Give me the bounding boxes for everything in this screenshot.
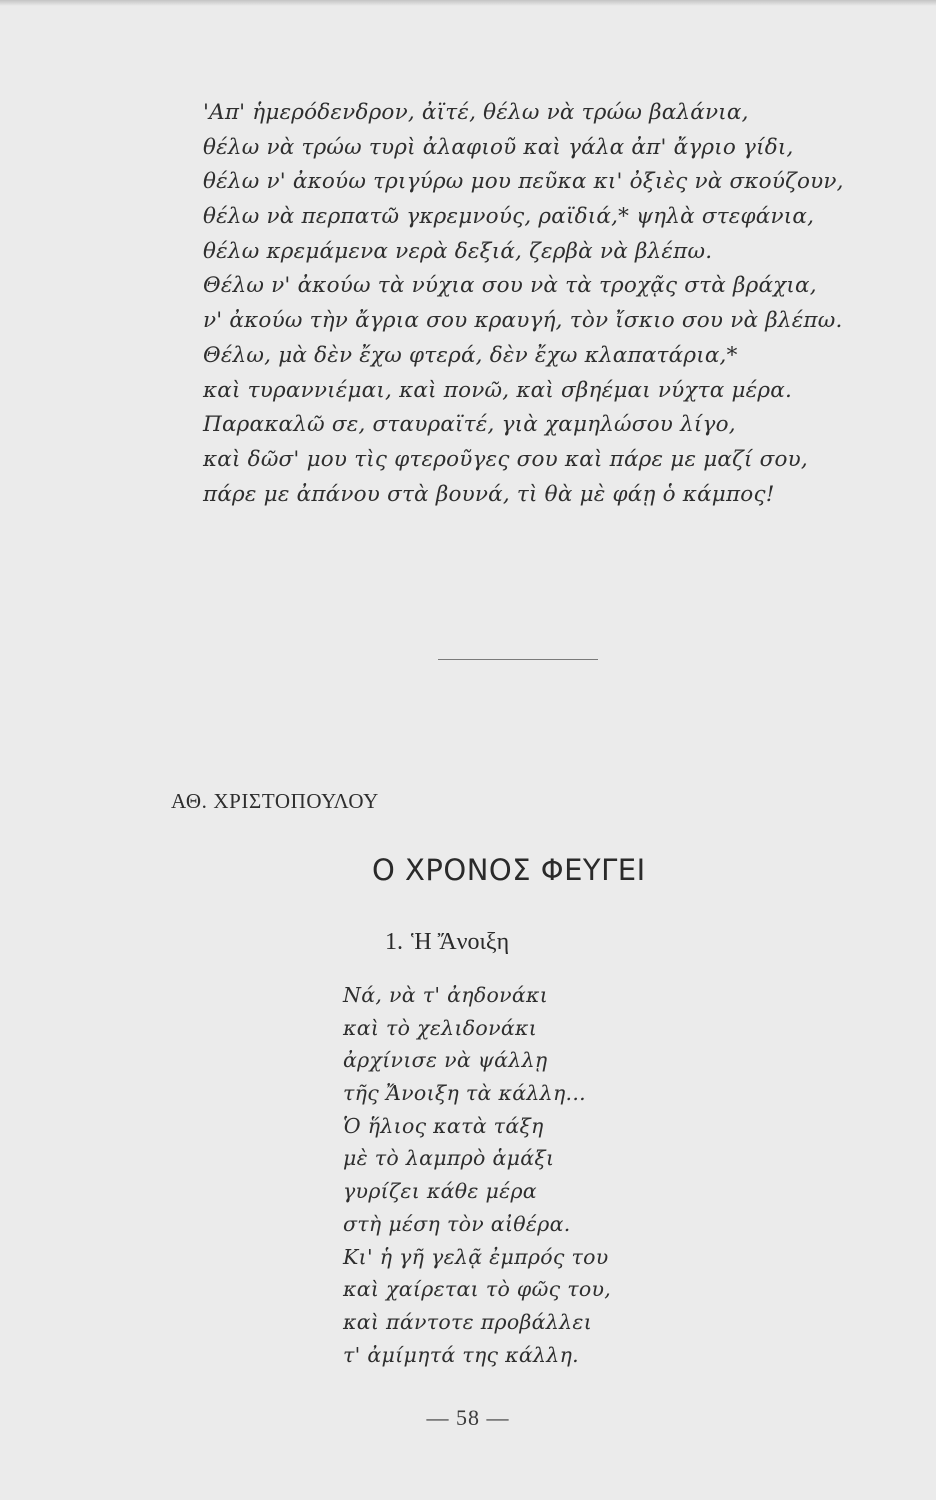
poem-one-line: θέλω νὰ περπατῶ γκρεμνούς, ραϊδιά,* ψηλὰ στεφάνια, bbox=[203, 204, 815, 230]
page-number: — 58 — bbox=[426, 1405, 510, 1430]
poem-one bbox=[203, 96, 903, 512]
poem-title: Ο ΧΡΟΝΟΣ ΦΕΥΓΕΙ bbox=[372, 853, 646, 887]
author-name: ΑΘ. ΧΡΙΣΤΟΠΟΥΛΟΥ bbox=[171, 789, 379, 813]
poem-one-line: θέλω ν' ἀκούω τριγύρω μου πεῦκα κι' ὀξιὲς νὰ σκούζουν, bbox=[203, 169, 844, 195]
poem-two-line: στὴ μέση τὸν αἰθέρα. bbox=[343, 1211, 571, 1236]
section-title: Ἡ Ἄνοιξη bbox=[411, 929, 510, 955]
section-number: 1. bbox=[385, 929, 403, 955]
section-heading bbox=[385, 929, 509, 956]
poem-one-line: ν' ἀκούω τὴν ἄγρια σου κραυγή, τὸν ἴσκιο σου νὰ βλέπω. bbox=[203, 308, 843, 334]
poem-two-line: τῆς Ἄνοιξη τὰ κάλλη... bbox=[343, 1081, 587, 1106]
poem-one-line: Θέλω, μὰ δὲν ἔχω φτερά, δὲν ἔχω κλαπατάρια,* bbox=[203, 342, 738, 368]
section-divider bbox=[438, 659, 598, 660]
poem-two-line: Νά, νὰ τ' ἀηδονάκι bbox=[343, 983, 549, 1007]
poem-one-line: θέλω νὰ τρώω τυρὶ ἀλαφιοῦ καὶ γάλα ἀπ' ἄγριο γίδι, bbox=[203, 134, 794, 160]
poem-two-line: καὶ χαίρεται τὸ φῶς του, bbox=[343, 1277, 612, 1302]
poem-two-line: ἀρχίνισε νὰ ψάλλῃ bbox=[343, 1048, 548, 1073]
poem-two-line: Κι' ἡ γῆ γελᾷ ἐμπρός του bbox=[343, 1244, 609, 1269]
poem-two-line: τ' ἀμίμητά της κάλλη. bbox=[343, 1342, 579, 1367]
poem-one-line: πάρε με ἀπάνου στὰ βουνά, τὶ θὰ μὲ φάῃ ὁ κάμπος! bbox=[203, 481, 775, 507]
poem-one-line: Παρακαλῶ σε, σταυραϊτέ, γιὰ χαμηλώσου λίγο, bbox=[203, 412, 736, 438]
poem-one-line: 'Απ' ἡμερόδενδρον, ἀϊτέ, θέλω νὰ τρώω βαλάνια, bbox=[203, 100, 749, 125]
poem-two-line: γυρίζει κάθε μέρα bbox=[343, 1179, 537, 1204]
poem-one-line: Θέλω ν' ἀκούω τὰ νύχια σου νὰ τὰ τροχᾷς στὰ βράχια, bbox=[203, 273, 817, 299]
poem-two-line: Ὁ ἥλιος κατὰ τάξη bbox=[343, 1113, 544, 1138]
poem-one-line: θέλω κρεμάμενα νερὰ δεξιά, ζερβὰ νὰ βλέπω. bbox=[203, 238, 713, 264]
poem-one-line: καὶ δῶσ' μου τὶς φτεροῦγες σου καὶ πάρε με μαζί σου, bbox=[203, 446, 808, 472]
poem-two-line: καὶ τὸ χελιδονάκι bbox=[343, 1015, 538, 1040]
poem-two-line: καὶ πάντοτε προβάλλει bbox=[343, 1309, 593, 1334]
poem-one-line: καὶ τυραννιέμαι, καὶ πονῶ, καὶ σβηέμαι νύχτα μέρα. bbox=[203, 377, 793, 403]
poem-two bbox=[343, 979, 863, 1371]
poem-two-line: μὲ τὸ λαμπρὸ ἁμάξι bbox=[343, 1146, 555, 1171]
